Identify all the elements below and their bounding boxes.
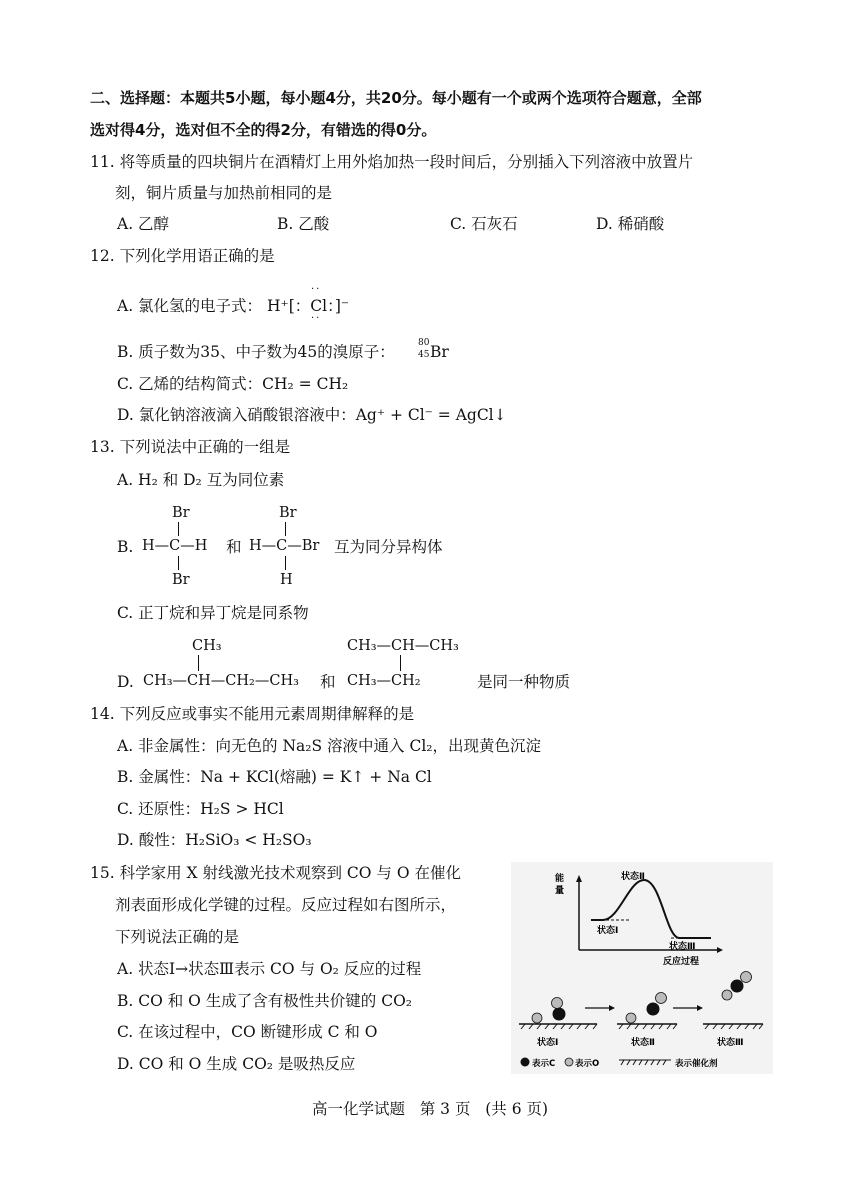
q11-option-b: B. 乙酸 xyxy=(277,215,330,233)
q11-option-d: D. 稀硝酸 xyxy=(596,215,665,233)
section-heading-line2: 选对得4分，选对但不全的得2分，有错选的得0分。 xyxy=(90,121,437,139)
q12-br-symbol: Br xyxy=(430,343,449,361)
oxygen-atom xyxy=(656,993,667,1004)
q13-b-right-top: Br xyxy=(279,505,297,521)
arrow-icon xyxy=(609,1005,615,1011)
q13-d-tail: 是同一种物质 xyxy=(477,673,571,691)
legend-carbon-swatch xyxy=(521,1058,530,1067)
q13-d-right-mid: CH₃—CH₂ xyxy=(347,673,421,689)
state1-surface-label: 状态Ⅰ xyxy=(537,1038,559,1048)
legend-oxygen-label: 表示O xyxy=(575,1059,600,1069)
q15-stem-line1: 15. 科学家用 X 射线激光技术观察到 CO 与 O 在催化 xyxy=(90,864,461,882)
q11-option-c: C. 石灰石 xyxy=(450,215,518,233)
q13-option-a: A. H₂ 和 D₂ 互为同位素 xyxy=(117,471,285,489)
oxygen-atom xyxy=(626,1013,636,1023)
q13-stem: 13. 下列说法中正确的一组是 xyxy=(90,438,291,456)
carbon-atom xyxy=(553,1008,566,1021)
q14-option-c: C. 还原性：H₂S > HCl xyxy=(117,800,284,818)
q11-option-a: A. 乙醇 xyxy=(117,215,170,233)
legend-oxygen-swatch xyxy=(565,1058,573,1066)
q12-option-c: C. 乙烯的结构简式：CH₂ = CH₂ xyxy=(117,375,349,393)
state2-label: 状态Ⅱ xyxy=(621,872,645,882)
q13-d-and: 和 xyxy=(320,673,336,691)
x-axis-label: 反应过程 xyxy=(663,957,700,967)
reaction-figure xyxy=(511,862,773,1074)
q13-b-and: 和 xyxy=(226,538,242,556)
electron-dots-bottom: ·· xyxy=(311,313,322,324)
oxygen-atom xyxy=(741,972,752,983)
q11-stem-line2: 刻，铜片质量与加热前相同的是 xyxy=(115,184,333,202)
bond-line xyxy=(178,556,179,570)
q13-b-right-mid: H—C—Br xyxy=(249,538,320,554)
q12-option-a-formula: H⁺[：Cl：]⁻ xyxy=(267,297,350,315)
state3-surface-label: 状态Ⅲ xyxy=(717,1038,744,1048)
state2-surface-label: 状态Ⅱ xyxy=(631,1038,655,1048)
oxygen-atom xyxy=(532,1013,542,1023)
legend-carbon-label: 表示C xyxy=(532,1059,556,1069)
y-axis-label-1: 能 xyxy=(555,874,565,884)
arrow-icon xyxy=(697,1005,703,1011)
q15-option-d: D. CO 和 O 生成 CO₂ 是吸热反应 xyxy=(117,1055,356,1073)
state3-label: 状态Ⅲ xyxy=(669,942,696,952)
q13-d-right-top: CH₃—CH—CH₃ xyxy=(347,638,459,654)
q13-option-d-label: D. xyxy=(117,673,134,691)
page-footer: 高一化学试题 第 3 页 (共 6 页) xyxy=(311,1100,549,1118)
q13-b-tail: 互为同分异构体 xyxy=(334,538,443,556)
q14-option-b: B. 金属性：Na + KCl(熔融) = K↑ + Na Cl xyxy=(117,768,432,786)
section-heading-line1: 二、选择题：本题共5小题，每小题4分，共20分。每小题有一个或两个选项符合题意，全部 xyxy=(90,89,702,107)
q12-option-a-label: A. 氯化氢的电子式： xyxy=(117,297,263,315)
q14-option-d: D. 酸性：H₂SiO₃ < H₂SO₃ xyxy=(117,831,312,849)
carbon-atom xyxy=(647,1003,660,1016)
q15-option-c: C. 在该过程中，CO 断键形成 C 和 O xyxy=(117,1023,378,1041)
q13-b-left-mid: H—C—H xyxy=(142,538,208,554)
bond-line xyxy=(198,655,199,671)
axis-arrow-icon xyxy=(717,947,723,953)
oxygen-atom xyxy=(552,998,563,1009)
q14-stem: 14. 下列反应或事实不能用元素周期律解释的是 xyxy=(90,705,415,723)
q12-option-d: D. 氯化钠溶液滴入硝酸银溶液中：Ag⁺ + Cl⁻ = AgCl↓ xyxy=(117,406,507,424)
q13-option-b-label: B. xyxy=(117,538,134,556)
q11-stem-line1: 11. 将等质量的四块铜片在酒精灯上用外焰加热一段时间后，分别插入下列溶液中放置片 xyxy=(90,153,694,171)
q13-option-c: C. 正丁烷和异丁烷是同系物 xyxy=(117,604,309,622)
q12-option-b: B. 质子数为35、中子数为45的溴原子： xyxy=(117,343,395,361)
bond-line xyxy=(285,556,286,570)
q12-br-mass-number: 80 xyxy=(418,338,430,348)
oxygen-atom xyxy=(722,990,732,1000)
q13-d-left-top: CH₃ xyxy=(192,638,222,654)
q15-stem-line3: 下列说法正确的是 xyxy=(115,928,240,946)
q15-option-b: B. CO 和 O 生成了含有极性共价键的 CO₂ xyxy=(117,992,413,1010)
carbon-atom xyxy=(731,980,744,993)
state1-label: 状态Ⅰ xyxy=(597,926,619,936)
q15-stem-line2: 剂表面形成化学键的过程。反应过程如右图所示， xyxy=(115,896,457,914)
q13-d-left-mid: CH₃—CH—CH₂—CH₃ xyxy=(143,673,299,689)
axis-arrow-icon xyxy=(576,875,582,882)
q13-b-right-bot: H xyxy=(280,572,293,588)
legend-catalyst-label: 表示催化剂 xyxy=(675,1059,718,1069)
legend-catalyst-swatch xyxy=(619,1060,671,1065)
q12-br-atomic-number: 45 xyxy=(418,350,430,360)
bond-line xyxy=(285,522,286,536)
bond-line xyxy=(178,522,179,536)
electron-dots-top: ·· xyxy=(311,284,322,295)
q12-stem: 12. 下列化学用语正确的是 xyxy=(90,247,275,265)
q14-option-a: A. 非金属性：向无色的 Na₂S 溶液中通入 Cl₂，出现黄色沉淀 xyxy=(117,737,541,755)
y-axis-label-2: 量 xyxy=(555,886,565,896)
q15-option-a: A. 状态Ⅰ→状态Ⅲ表示 CO 与 O₂ 反应的过程 xyxy=(117,960,422,978)
bond-line xyxy=(400,655,401,671)
q13-b-left-top: Br xyxy=(172,505,190,521)
q13-b-left-bot: Br xyxy=(172,572,190,588)
